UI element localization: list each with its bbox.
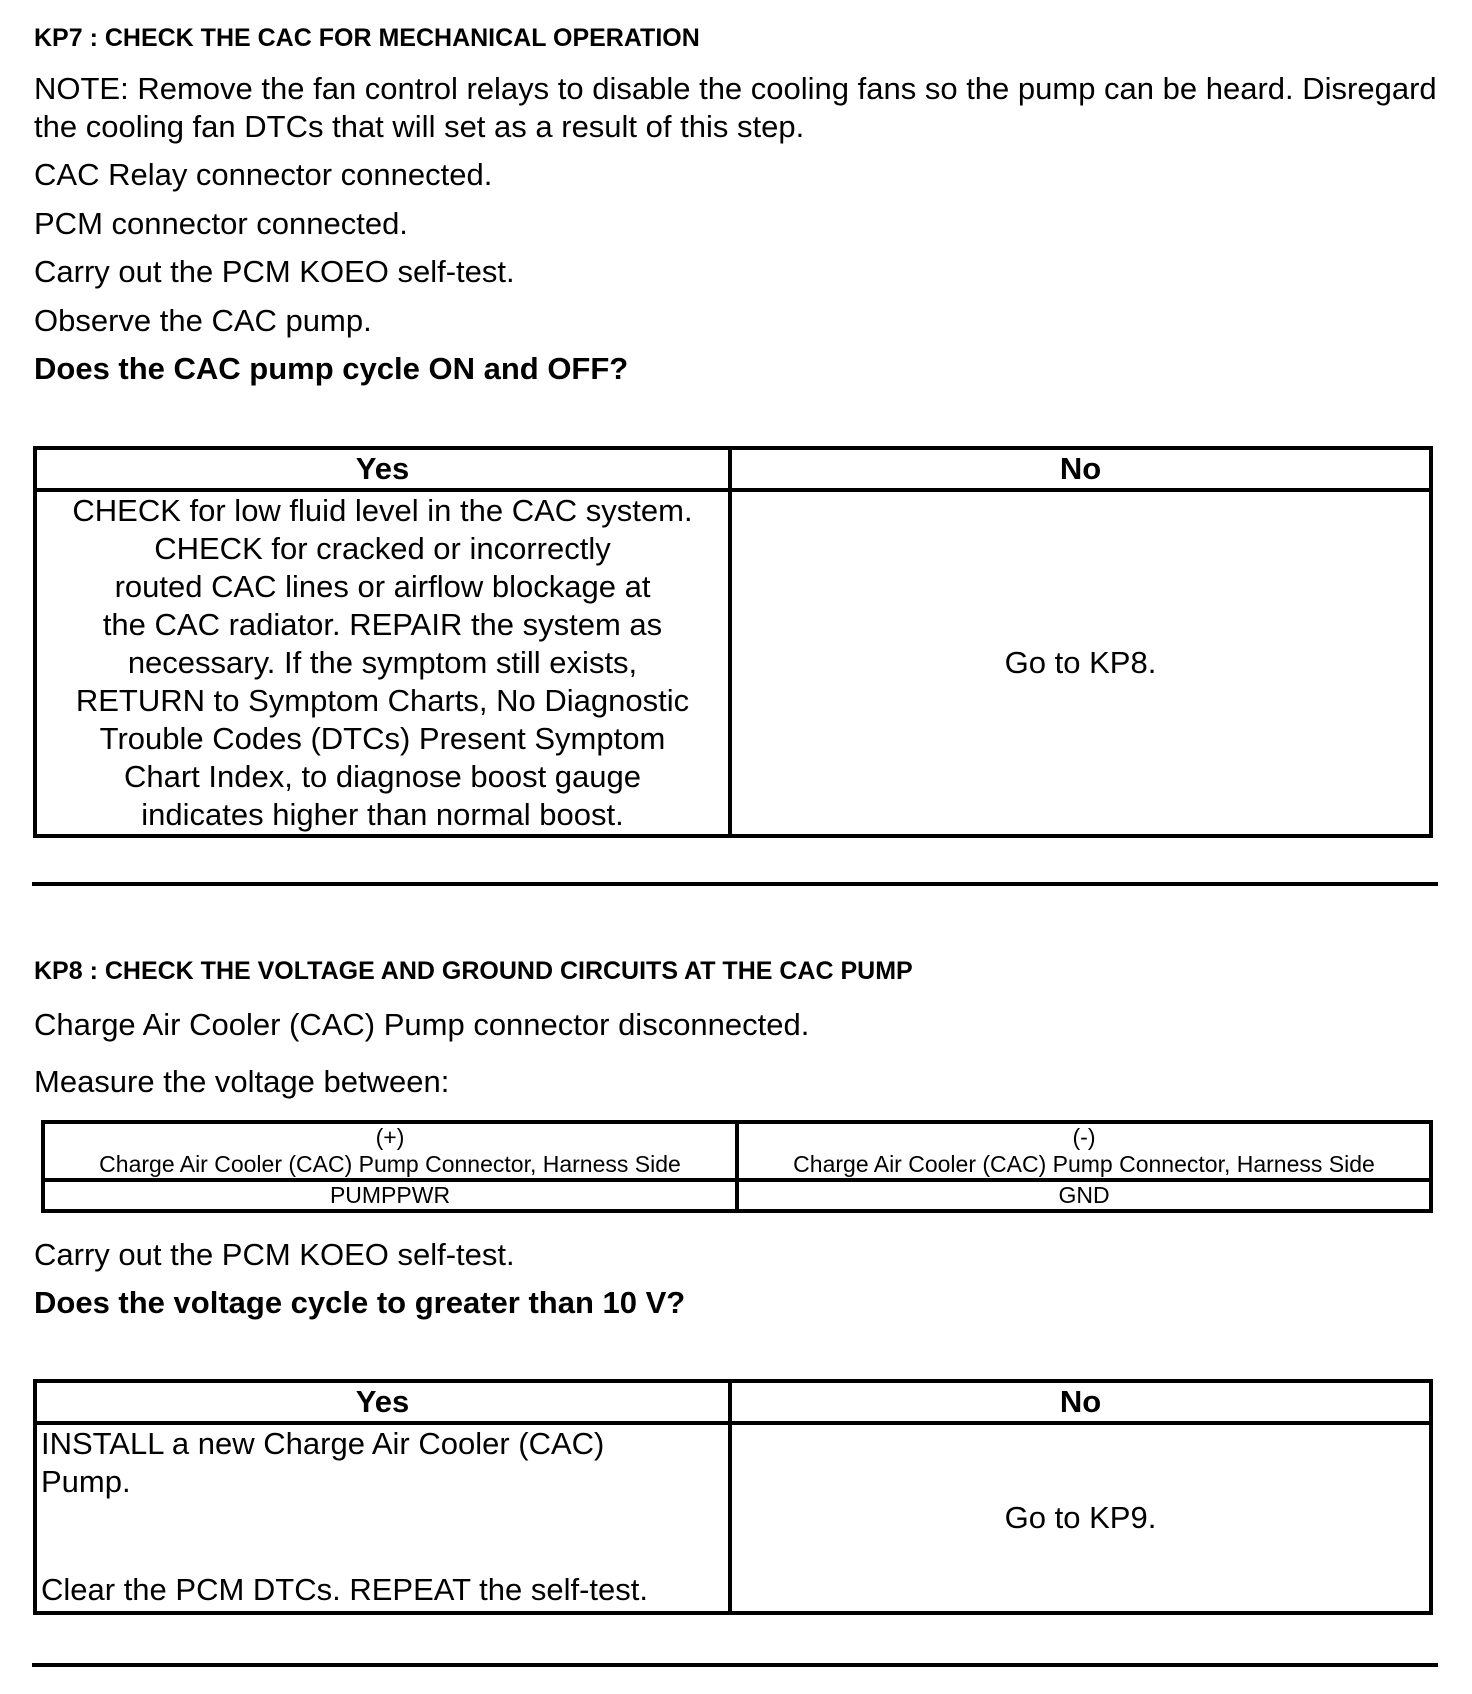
kp8-pos-pin: PUMPPWR (43, 1180, 737, 1211)
kp8-yes-header: Yes (35, 1381, 730, 1423)
kp7-result-table (33, 446, 1433, 838)
kp8-question: Does the voltage cycle to greater than 10 V? (34, 1285, 686, 1320)
kp7-no-action: Go to KP8. (730, 490, 1431, 836)
kp8-pos-lead (43, 1122, 737, 1180)
kp8-step-3: Carry out the PCM KOEO self-test. (34, 1237, 515, 1272)
kp7-heading: KP7 : CHECK THE CAC FOR MECHANICAL OPERATION (34, 24, 700, 52)
kp8-heading: KP8 : CHECK THE VOLTAGE AND GROUND CIRCUITS AT THE CAC PUMP (34, 957, 913, 985)
kp8-neg-label: Charge Air Cooler (CAC) Pump Connector, Harness Side (793, 1151, 1375, 1177)
section-divider (32, 882, 1438, 886)
kp8-pos-sign: (+) (375, 1124, 405, 1150)
kp8-result-table (33, 1379, 1433, 1615)
kp7-yes-header: Yes (35, 448, 730, 490)
kp7-step-2: PCM connector connected. (34, 206, 408, 241)
kp7-step-1: CAC Relay connector connected. (34, 157, 493, 192)
kp7-note: NOTE: Remove the fan control relays to disable the cooling fans so the pump can be heard. Disregard the cooling fan DTCs that will set as a result of this step. (34, 71, 1437, 144)
kp8-neg-sign: (-) (1072, 1124, 1096, 1150)
kp8-pos-label: Charge Air Cooler (CAC) Pump Connector, Harness Side (99, 1151, 681, 1177)
kp8-yes-action (35, 1423, 730, 1613)
kp7-step-3: Carry out the PCM KOEO self-test. (34, 254, 515, 289)
kp7-no-header: No (730, 448, 1431, 490)
kp8-no-action: Go to KP9. (730, 1423, 1431, 1613)
kp7-step-4: Observe the CAC pump. (34, 303, 372, 338)
section-divider-bottom (32, 1663, 1438, 1667)
kp8-yes-install: INSTALL a new Charge Air Cooler (CAC) Pump. (41, 1426, 605, 1499)
kp7-yes-action: CHECK for low fluid level in the CAC system. CHECK for cracked or incorrectly routed CAC lines or airflow blockage at the CAC radiator. REPAIR the system as necessary. If the symptom still exists, RETURN to Symptom Charts, No Diagnostic Trouble Codes (DTCs) Present Symptom Chart Index, to diagnose boost gauge indicates higher than normal boost. (35, 490, 730, 836)
kp8-yes-clear: Clear the PCM DTCs. REPEAT the self-test. (41, 1572, 648, 1607)
kp7-question: Does the CAC pump cycle ON and OFF? (34, 351, 629, 386)
kp8-step-2: Measure the voltage between: (34, 1064, 450, 1099)
kp8-neg-pin: GND (737, 1180, 1431, 1211)
kp8-step-1: Charge Air Cooler (CAC) Pump connector disconnected. (34, 1007, 810, 1042)
kp8-measurement-table (41, 1120, 1433, 1213)
kp8-neg-lead (737, 1122, 1431, 1180)
kp8-no-header: No (730, 1381, 1431, 1423)
